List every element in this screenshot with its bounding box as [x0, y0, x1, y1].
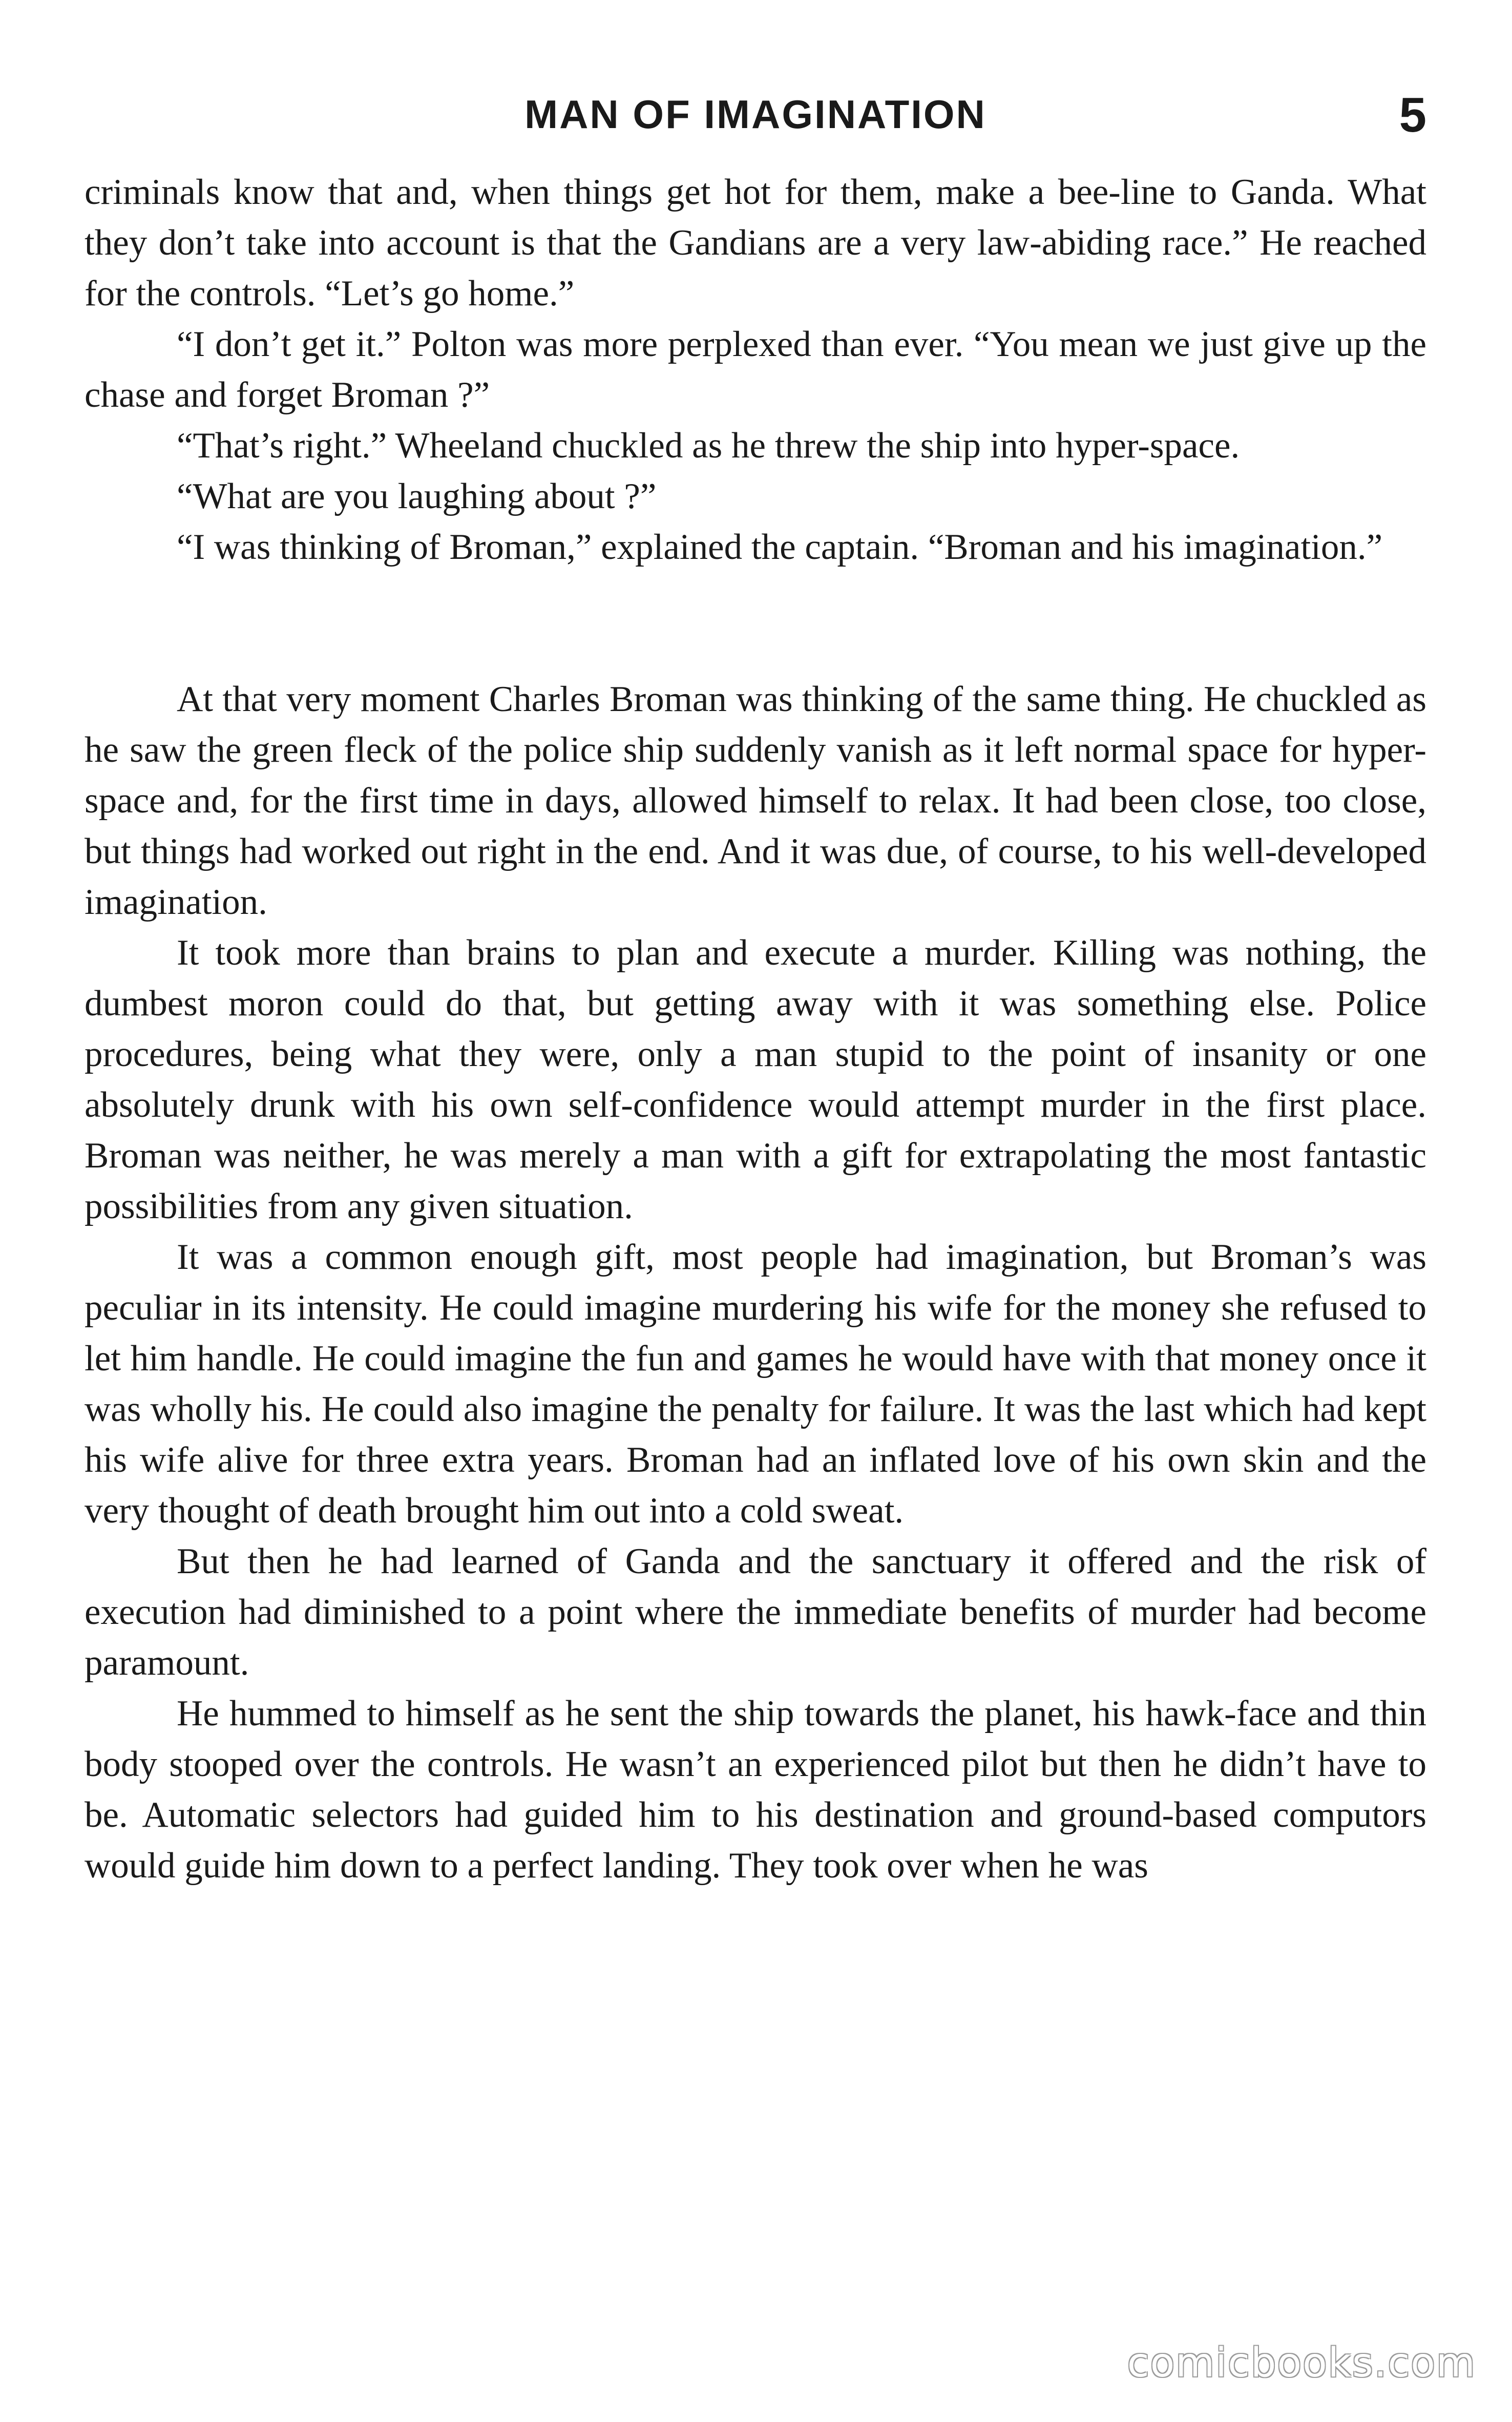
- running-title: MAN OF IMAGINATION: [524, 92, 986, 137]
- watermark: comicbooks.com: [1127, 2340, 1476, 2386]
- paragraph: At that very moment Charles Broman was thinking of the same thing. He chuckled as he saw the green fleck of the police ship suddenly vanish as it left normal space for hyper-space and, for the first time in days, allowed himself to relax. It had been close, too close, but things had worked out right in the end. And it was due, of course, to his well-developed imagination.: [85, 679, 1426, 922]
- paragraph: “That’s right.” Wheeland chuckled as he threw the ship into hyper-space.: [177, 426, 1240, 466]
- body-text: [85, 167, 1426, 1891]
- paragraph: It was a common enough gift, most people had imagination, but Broman’s was peculiar in its intensity. He could imagine murdering his wife for the money she refused to let him handle. He could imagine the fun and games he would have with that money once it was wholly his. He could also imagine the penalty for failure. It was the last which had kept his wife alive for three extra years. Broman had an inflated love of his own skin and the very thought of death brought him out into a cold sweat.: [85, 1237, 1426, 1531]
- paragraph: “What are you laughing about ?”: [177, 476, 657, 516]
- page-header: [85, 87, 1426, 149]
- paragraph: “I don’t get it.” Polton was more perplexed than ever. “You mean we just give up the chase and forget Broman ?”: [85, 324, 1426, 415]
- paragraph: He hummed to himself as he sent the ship towards the planet, his hawk-face and thin body stooped over the controls. He wasn’t an experienced pilot but then he didn’t have to be. Automatic selectors had guided him to his destination and ground-based computors would guide him down to a perfect landing. They took over when he was: [85, 1694, 1426, 1886]
- paragraph: It took more than brains to plan and execute a murder. Killing was nothing, the dumbest moron could do that, but getting away with it was something else. Police procedures, being what they were, only a man stupid to the point of insanity or one absolutely drunk with his own self-confidence would attempt murder in the first place. Broman was neither, he was merely a man with a gift for extrapolating the most fantastic possibilities from any given situation.: [85, 933, 1426, 1226]
- section-break: [85, 573, 1426, 674]
- paragraph: But then he had learned of Ganda and the sanctuary it offered and the risk of execution had diminished to a point where the immediate benefits of murder had become paramount.: [85, 1541, 1426, 1683]
- page-number: 5: [1399, 88, 1426, 142]
- paragraph: “I was thinking of Broman,” explained the captain. “Broman and his imagination.”: [177, 527, 1383, 567]
- book-page: [85, 87, 1426, 1891]
- paragraph: criminals know that and, when things get hot for them, make a bee-line to Ganda. What they don’t take into account is that the Gandians are a very law-abiding race.” He reached for the controls. “Let’s go home.”: [85, 172, 1426, 314]
